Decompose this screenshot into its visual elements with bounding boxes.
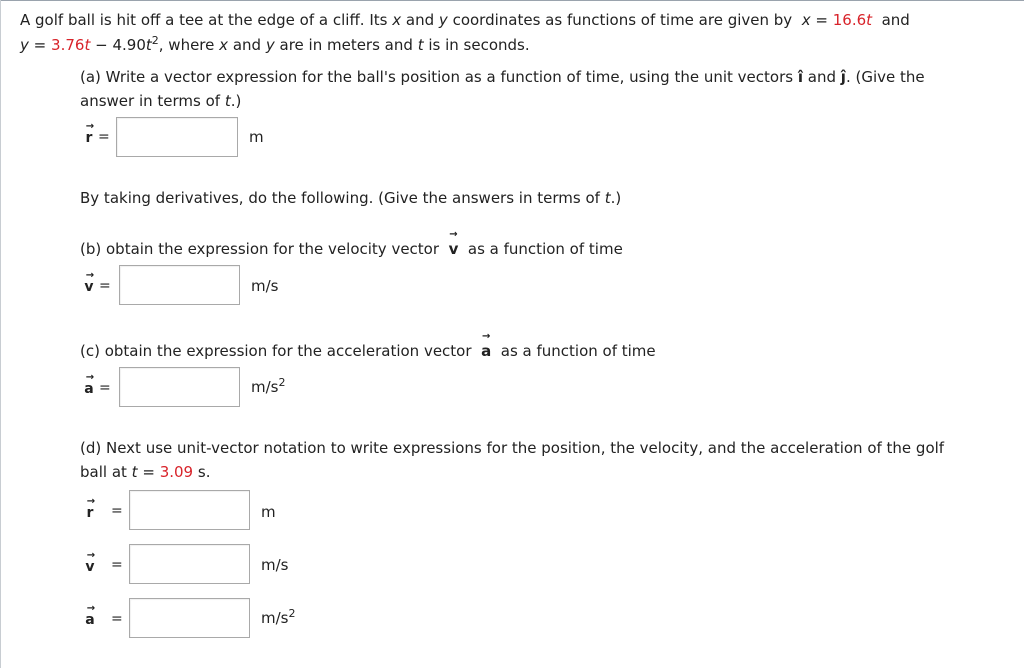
part-a-text: and: [807, 68, 837, 86]
answer-input-b-velocity[interactable]: [119, 265, 240, 305]
vector-letter: r: [86, 505, 94, 521]
vector-letter: a: [84, 381, 94, 397]
part-a-text: (a) Write a vector expression for the ball's position as a function of time, using the unit vectors: [80, 68, 794, 86]
note-text: By taking derivatives, do the following. (Give the answers in terms of: [80, 189, 600, 207]
part-b-text: [80, 229, 623, 258]
unit-label: [251, 378, 285, 396]
part-d-text: s.: [197, 463, 211, 481]
y-coefficient: [51, 36, 90, 54]
unit-label: m/s: [251, 277, 279, 295]
part-a-line-2: [80, 92, 241, 110]
answer-input-c-acceleration[interactable]: [119, 367, 240, 407]
vector-arrow-icon: →: [85, 372, 95, 383]
equals-sign: =: [99, 278, 111, 294]
equals-sign: =: [815, 11, 828, 29]
part-d-line-2: [80, 463, 210, 481]
j-hat: ĵ: [840, 68, 846, 86]
part-a-text: .): [230, 92, 242, 110]
vector-a-label: [83, 372, 95, 397]
var-t: t: [131, 463, 138, 481]
vector-arrow-icon: →: [85, 270, 95, 281]
unit-exponent: 2: [288, 607, 296, 620]
vector-letter: v: [85, 559, 95, 575]
minus-sign: −: [95, 36, 108, 54]
part-d-text: ball at: [80, 463, 127, 481]
part-b-text-pre: (b) obtain the expression for the velocity vector: [80, 240, 440, 258]
inline-vector-a: [481, 331, 492, 360]
problem-text: is in seconds.: [428, 36, 530, 54]
var-x: x: [392, 11, 402, 29]
problem-text: and: [232, 36, 262, 54]
unit-base: m/s: [261, 609, 289, 627]
problem-text: , where: [158, 36, 215, 54]
var-t: t: [417, 36, 424, 54]
vector-letter: a: [85, 612, 95, 628]
var-x: x: [801, 11, 811, 29]
unit-exponent: 2: [278, 376, 286, 389]
vector-arrow-icon: →: [449, 229, 458, 240]
inline-vector-v: [448, 229, 459, 258]
vector-r-label: [84, 496, 96, 521]
var-y: y: [20, 36, 29, 54]
problem-text: and: [405, 11, 435, 29]
part-a-text: answer in terms of: [80, 92, 221, 110]
vector-r-label: [83, 121, 95, 146]
var-t: t: [866, 11, 873, 29]
part-b-text-post: as a function of time: [467, 240, 623, 258]
problem-text: coordinates as functions of time are given by: [452, 11, 793, 29]
vector-arrow-icon: →: [85, 121, 95, 132]
y-coef2-value: 4.90: [112, 36, 146, 54]
problem-text: A golf ball is hit off a tee at the edge of a cliff. Its: [20, 11, 388, 29]
unit-label: m/s: [261, 556, 289, 574]
part-c-text-post: as a function of time: [500, 342, 656, 360]
vector-letter: v: [448, 240, 459, 258]
y-coef-value: 3.76: [51, 36, 85, 54]
x-coef-value: 16.6: [832, 11, 867, 29]
vector-arrow-icon: →: [86, 496, 96, 507]
vector-letter: r: [85, 130, 93, 146]
vector-a-label: [84, 603, 96, 628]
answer-input-d-acceleration[interactable]: [129, 598, 250, 638]
problem-line-1: [20, 11, 910, 29]
var-t: t: [145, 36, 152, 54]
left-border: [0, 0, 1, 668]
equals-sign: =: [33, 36, 47, 54]
derivatives-note: [80, 189, 621, 207]
unit-base: m/s: [251, 378, 279, 396]
problem-text: are in meters and: [279, 36, 413, 54]
part-a-text: . (Give the: [845, 68, 925, 86]
part-c-text: [80, 331, 656, 360]
equals-sign: =: [111, 503, 123, 519]
part-c-text-pre: (c) obtain the expression for the acceleration vector: [80, 342, 472, 360]
var-y: y: [438, 11, 448, 29]
equals-sign: =: [111, 557, 123, 573]
vector-arrow-icon: →: [86, 603, 96, 614]
answer-input-a-position[interactable]: [116, 117, 238, 157]
answer-input-d-velocity[interactable]: [129, 544, 250, 584]
top-border: [0, 0, 1024, 1]
problem-line-2: [20, 36, 530, 54]
unit-label: m: [249, 128, 264, 146]
part-a-line-1: [80, 68, 925, 86]
answer-input-d-position[interactable]: [129, 490, 250, 530]
vector-letter: a: [481, 342, 492, 360]
equals-sign: =: [111, 611, 123, 627]
part-d-line-1: (d) Next use unit-vector notation to write expressions for the position, the velocity, and the acceleration of the golf: [80, 439, 945, 457]
time-value: 3.09: [159, 463, 194, 481]
vector-v-label: [83, 270, 95, 295]
vector-letter: v: [84, 279, 94, 295]
x-coefficient: [833, 11, 872, 29]
unit-label: [261, 609, 295, 627]
equals-sign: =: [142, 463, 155, 481]
vector-arrow-icon: →: [481, 331, 491, 342]
problem-text: and: [881, 11, 910, 29]
equals-sign: =: [99, 380, 111, 396]
i-hat: î: [797, 68, 803, 86]
vector-v-label: [84, 550, 96, 575]
equals-sign: =: [98, 129, 110, 145]
var-t: t: [604, 189, 611, 207]
unit-label: m: [261, 503, 276, 521]
var-t: t: [84, 36, 91, 54]
note-text: .): [610, 189, 622, 207]
var-y: y: [265, 36, 275, 54]
vector-arrow-icon: →: [86, 550, 96, 561]
var-x: x: [219, 36, 229, 54]
var-t: t: [224, 92, 231, 110]
exponent: 2: [151, 34, 159, 47]
